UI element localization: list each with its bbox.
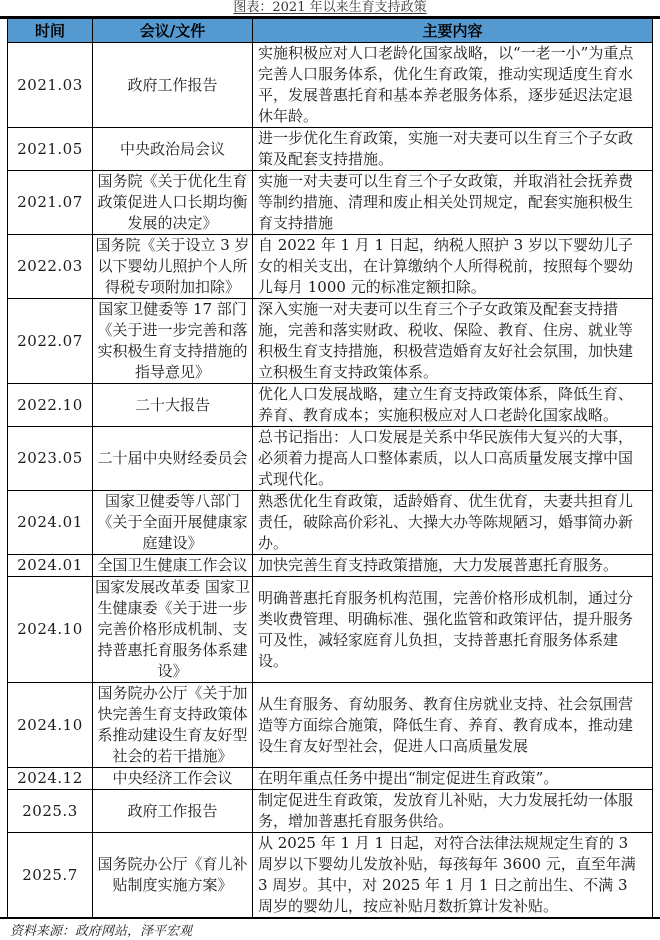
row-content: 总书记指出：人口发展是关系中华民族伟大复兴的大事，必须着力提高人口整体素质，以人口高质量发展支撑中国式现代化。 [253, 427, 653, 491]
row-meeting: 中央政治局会议 [93, 128, 253, 171]
row-content: 自 2022 年 1 月 1 日起，纳税人照护 3 岁以下婴幼儿子女的相关支出，在计算缴纳个人所得税前，按照每个婴幼儿每月 1000 元的标准定额扣除。 [253, 235, 653, 299]
row-time: 2022.10 [8, 384, 93, 427]
row-meeting: 国家卫健委等 17 部门《关于进一步完善和落实积极生育支持措施的指导意见》 [93, 299, 253, 384]
row-meeting: 全国卫生健康工作会议 [93, 555, 253, 577]
row-time: 2025.7 [8, 833, 93, 918]
row-meeting: 国家发展改革委 国家卫生健康委《关于进一步完善价格形成机制、支持普惠托育服务体系建设》 [93, 577, 253, 683]
table-row [8, 384, 653, 427]
row-content: 在明年重点任务中提出“制定促进生育政策”。 [253, 768, 653, 790]
column-header-meeting: 会议/文件 [93, 19, 253, 43]
row-time: 2024.10 [8, 683, 93, 768]
row-meeting: 国务院办公厅《育儿补贴制度实施方案》 [93, 833, 253, 918]
row-time: 2024.01 [8, 555, 93, 577]
table-row [8, 833, 653, 918]
column-header-time: 时间 [8, 19, 93, 43]
row-content: 进一步优化生育政策，实施一对夫妻可以生育三个子女政策及配套支持措施。 [253, 128, 653, 171]
row-time: 2022.03 [8, 235, 93, 299]
row-content: 深入实施一对夫妻可以生育三个子女政策及配套支持措施，完善和落实财政、税收、保险、教育、住房、就业等积极生育支持措施，积极营造婚育友好社会氛围，加快建立积极生育支持政策体系。 [253, 299, 653, 384]
row-content: 从生育服务、育幼服务、教育住房就业支持、社会氛围营造等方面综合施策，降低生育、养育、教育成本，推动建设生育友好型社会，促进人口高质量发展 [253, 683, 653, 768]
figure-title [0, 0, 660, 15]
row-meeting: 国务院办公厅《关于加快完善生育支持政策体系推动建设生育友好型社会的若干措施》 [93, 683, 253, 768]
row-time: 2024.10 [8, 577, 93, 683]
table-row [8, 235, 653, 299]
row-time: 2021.03 [8, 43, 93, 128]
header-row [8, 19, 653, 43]
table-row [8, 577, 653, 683]
row-content: 制定促进生育政策，发放育儿补贴，大力发展托幼一体服务，增加普惠托育服务供给。 [253, 790, 653, 833]
table-body [8, 43, 653, 918]
figure-title-text: 图表：2021 年以来生育支持政策 [233, 0, 427, 15]
table-row [8, 683, 653, 768]
row-time: 2024.01 [8, 491, 93, 555]
row-meeting: 政府工作报告 [93, 43, 253, 128]
row-content: 从 2025 年 1 月 1 日起，对符合法律法规规定生育的 3 周岁以下婴幼儿发放补贴，每孩每年 3600 元，直至年满 3 周岁。其中，对 2025 年 1 月 1 日之前出生、不满 3 周岁的婴幼儿，按应补贴月数折算计发补贴。 [253, 833, 653, 918]
row-content: 优化人口发展战略，建立生育支持政策体系，降低生育、养育、教育成本；实施积极应对人口老龄化国家战略。 [253, 384, 653, 427]
row-time: 2021.05 [8, 128, 93, 171]
row-meeting: 国家卫健委等八部门《关于全面开展健康家庭建设》 [93, 491, 253, 555]
row-content: 实施积极应对人口老龄化国家战略，以“一老一小”为重点完善人口服务体系，优化生育政策，推动实现适度生育水平，发展普惠托育和基本养老服务体系，逐步延迟法定退休年龄。 [253, 43, 653, 128]
row-meeting: 国务院《关于优化生育政策促进人口长期均衡发展的决定》 [93, 171, 253, 235]
row-meeting: 中央经济工作会议 [93, 768, 253, 790]
table-row [8, 43, 653, 128]
row-content: 实施一对夫妻可以生育三个子女政策，并取消社会抚养费等制约措施、清理和废止相关处罚规定，配套实施积极生育支持措施 [253, 171, 653, 235]
policy-table [7, 19, 653, 917]
table-header [8, 19, 653, 43]
table-row [8, 299, 653, 384]
column-header-content: 主要内容 [253, 19, 653, 43]
source-note: 资料来源：政府网站，泽平宏观 [10, 924, 193, 939]
row-content: 加快完善生育支持政策措施，大力发展普惠托育服务。 [253, 555, 653, 577]
table-row [8, 790, 653, 833]
row-time: 2024.12 [8, 768, 93, 790]
table-row [8, 171, 653, 235]
table-row [8, 427, 653, 491]
row-meeting: 国务院《关于设立 3 岁以下婴幼儿照护个人所得税专项附加扣除》 [93, 235, 253, 299]
row-time: 2023.05 [8, 427, 93, 491]
table-row [8, 555, 653, 577]
row-meeting: 政府工作报告 [93, 790, 253, 833]
row-meeting: 二十届中央财经委员会 [93, 427, 253, 491]
row-time: 2021.07 [8, 171, 93, 235]
row-time: 2025.3 [8, 790, 93, 833]
row-content: 熟悉优化生育政策，适龄婚育、优生优育，夫妻共担育儿责任，破除高价彩礼、大操大办等陈规陋习，婚事简办新办。 [253, 491, 653, 555]
row-time: 2022.07 [8, 299, 93, 384]
table-row [8, 491, 653, 555]
table-row [8, 768, 653, 790]
table-row [8, 128, 653, 171]
row-meeting: 二十大报告 [93, 384, 253, 427]
row-content: 明确普惠托育服务机构范围，完善价格形成机制，通过分类收费管理、明确标准、强化监管和政策评估，提升服务可及性，减轻家庭育儿负担，支持普惠托育服务体系建设。 [253, 577, 653, 683]
